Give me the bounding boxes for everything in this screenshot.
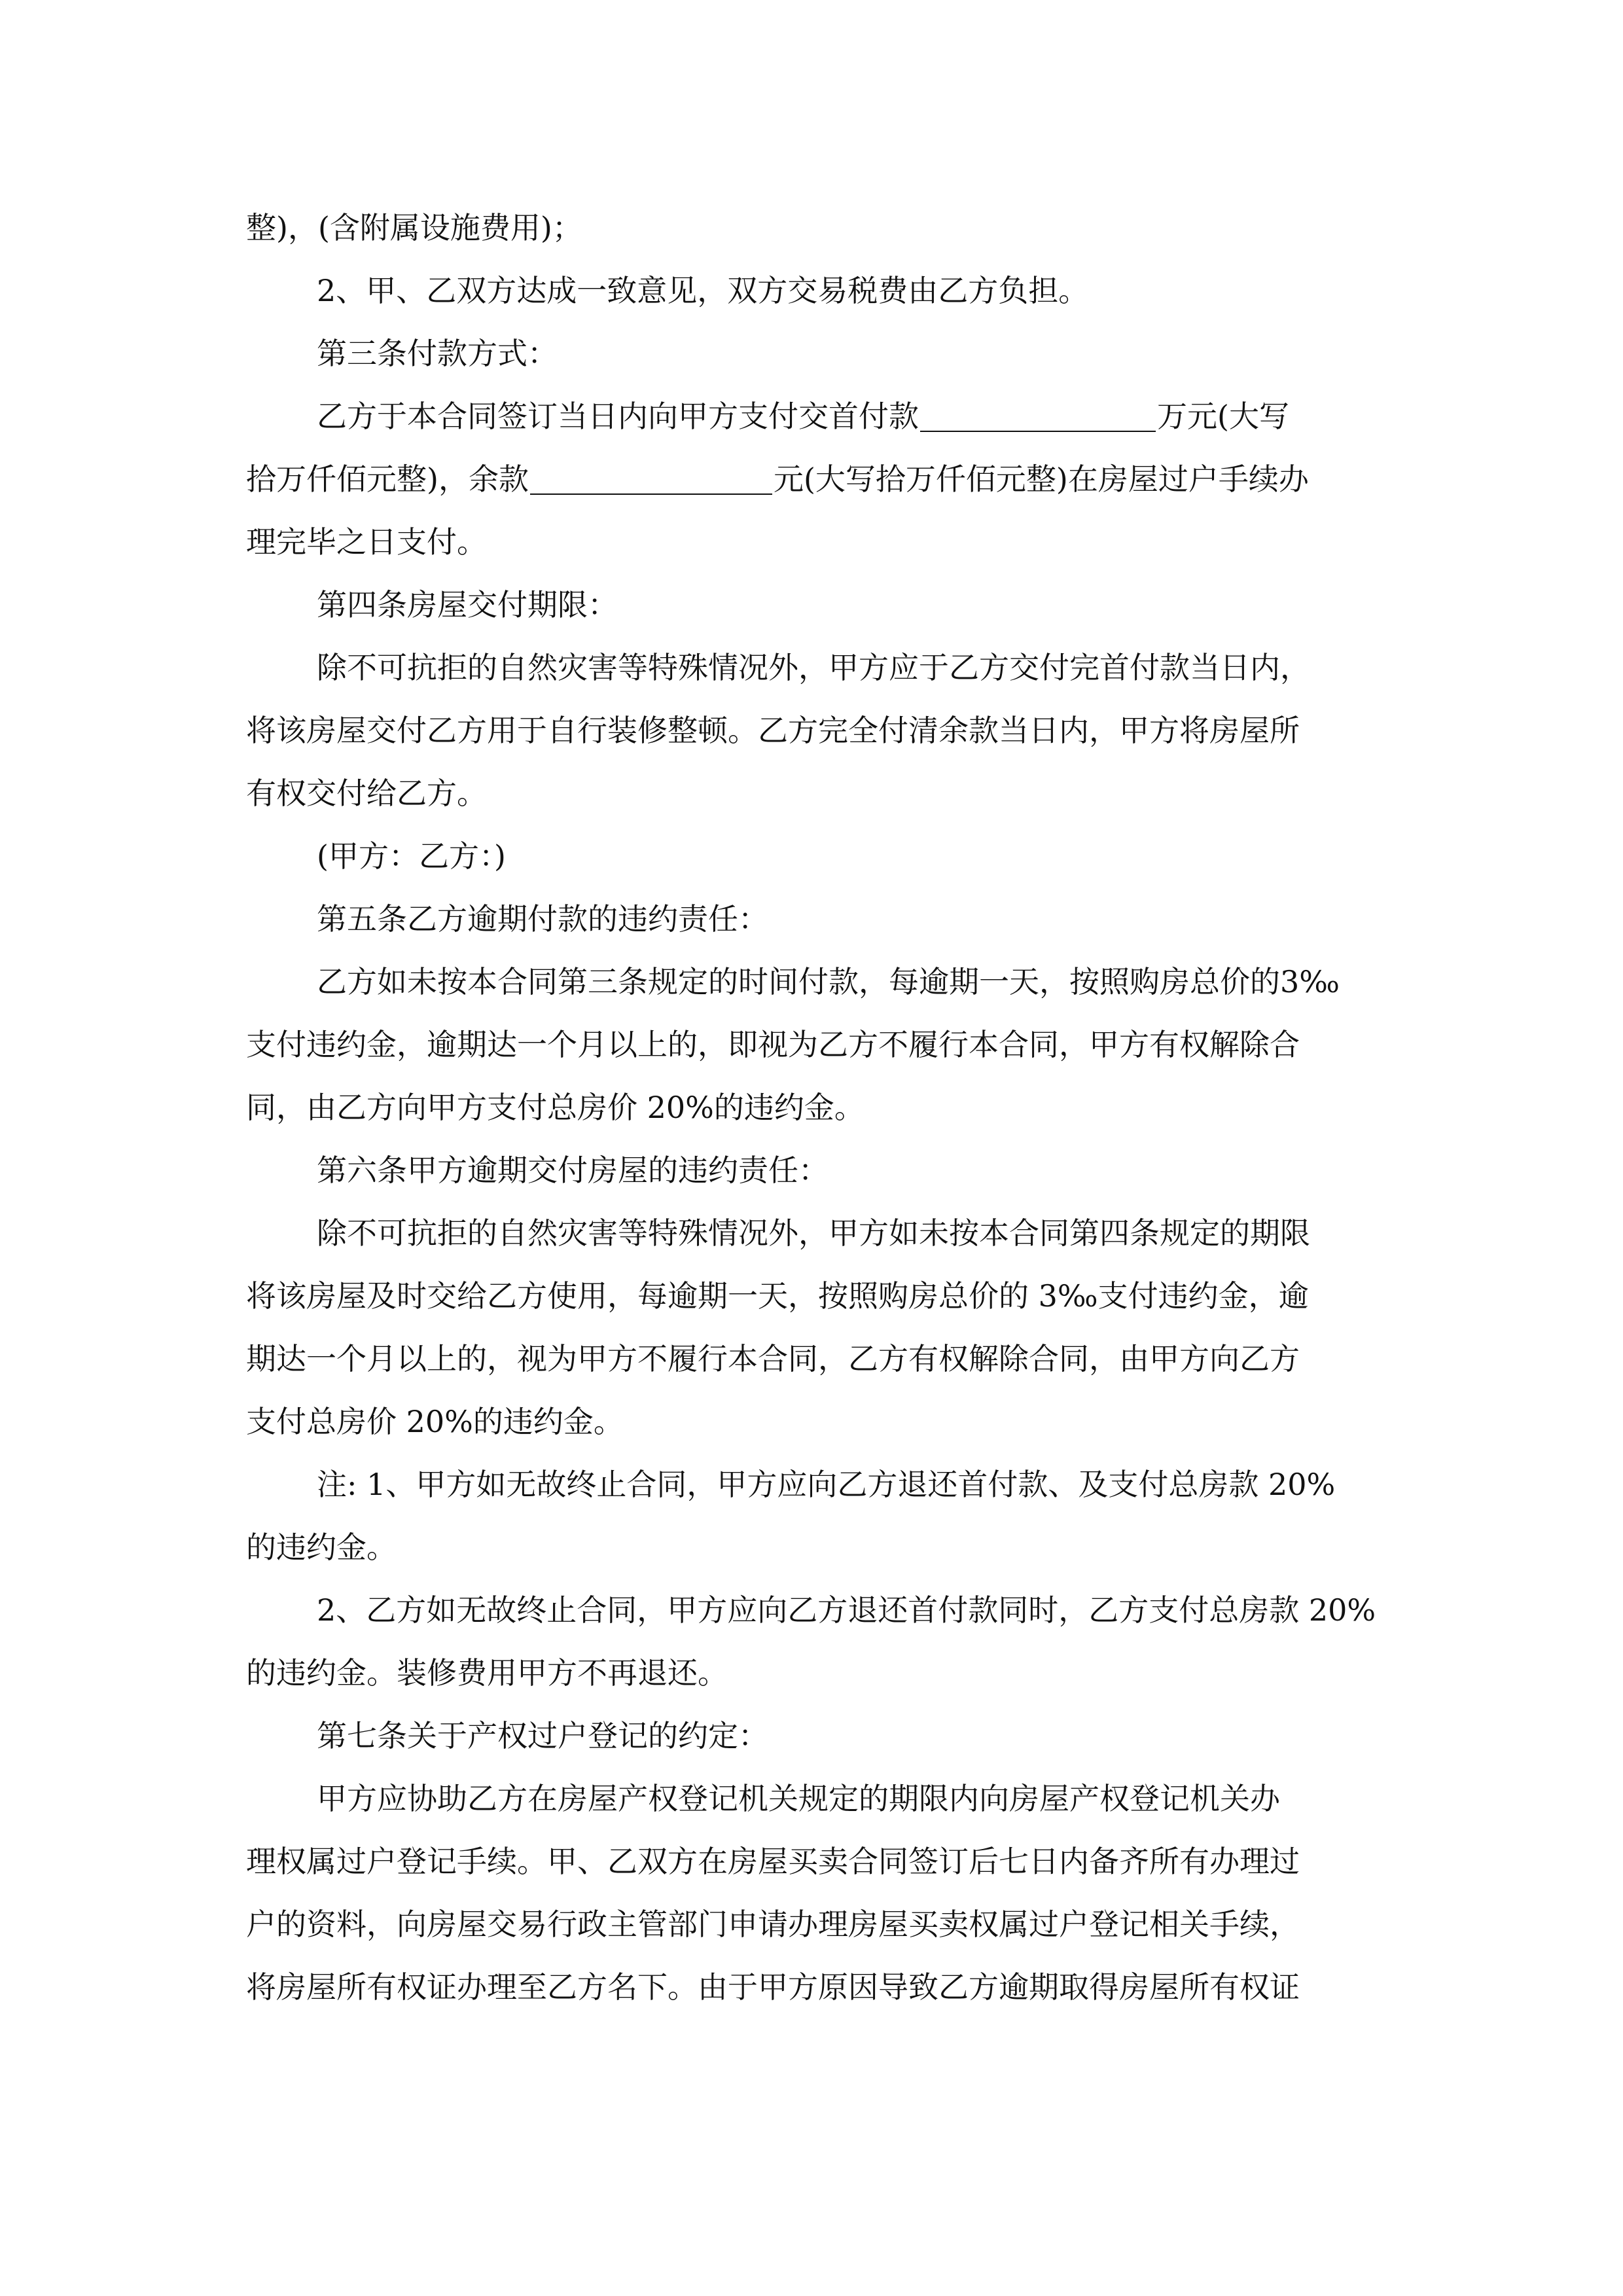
paragraph-line: 期达一个月以上的，视为甲方不履行本合同，乙方有权解除合同，由甲方向乙方	[246, 1341, 1300, 1376]
line-text: 乙方于本合同签订当日内向甲方支付交首付款	[317, 399, 919, 434]
down-payment-blank	[920, 401, 1156, 432]
note-line: 注: 1、甲方如无故终止合同，甲方应向乙方退还首付款、及支付总房款 20%	[317, 1467, 1336, 1502]
paragraph-line	[246, 448, 1376, 511]
paragraph-line: 的违约金。装修费用甲方不再退还。	[246, 1655, 728, 1691]
paragraph-line: 的违约金。	[246, 1530, 397, 1565]
paragraph-line: 理完毕之日支付。	[246, 524, 487, 560]
paragraph-line: 理权属过户登记手续。甲、乙双方在房屋买卖合同签订后七日内备齐所有办理过	[246, 1844, 1300, 1879]
paragraph-line: 将房屋所有权证办理至乙方名下。由于甲方原因导致乙方逾期取得房屋所有权证	[246, 1969, 1300, 2005]
note-line: 2、乙方如无故终止合同，甲方应向乙方退还首付款同时，乙方支付总房款 20%	[317, 1592, 1376, 1628]
paragraph-line: 乙方如未按本合同第三条规定的时间付款，每逾期一天，按照购房总价的3‰	[317, 964, 1340, 999]
paragraph-line: 支付违约金，逾期达一个月以上的，即视为乙方不履行本合同，甲方有权解除合	[246, 1027, 1300, 1062]
contract-text	[246, 196, 1376, 2018]
paragraph-line: 户的资料，向房屋交易行政主管部门申请办理房屋买卖权属过户登记相关手续，	[246, 1907, 1300, 1942]
section-heading: 第七条关于产权过户登记的约定：	[317, 1718, 768, 1753]
paragraph-line: 支付总房价 20%的违约金。	[246, 1404, 624, 1439]
paragraph-line: 除不可抗拒的自然灾害等特殊情况外，甲方应于乙方交付完首付款当日内，	[317, 650, 1310, 685]
line-text: 元(大写拾万仟佰元整)在房屋过户手续办	[773, 461, 1309, 497]
section-heading: 第五条乙方逾期付款的违约责任：	[317, 901, 768, 937]
line-text: 万元(大写	[1157, 399, 1289, 434]
signature-line: (甲方：乙方：)	[317, 838, 506, 874]
section-heading: 第三条付款方式：	[317, 336, 558, 371]
section-heading: 第六条甲方逾期交付房屋的违约责任：	[317, 1153, 829, 1188]
paragraph-line: 甲方应协助乙方在房屋产权登记机关规定的期限内向房屋产权登记机关办	[317, 1781, 1280, 1816]
line-text: 拾万仟佰元整)，余款	[246, 461, 529, 497]
paragraph-line: 2、甲、乙双方达成一致意见，双方交易税费由乙方负担。	[317, 273, 1089, 308]
paragraph-line: 同，由乙方向甲方支付总房价 20%的违约金。	[246, 1090, 865, 1125]
balance-blank	[530, 463, 772, 495]
paragraph-line	[246, 385, 1376, 448]
paragraph-line: 将该房屋及时交给乙方使用，每逾期一天，按照购房总价的 3‰支付违约金，逾	[246, 1278, 1309, 1314]
paragraph-line: 整)，(含附属设施费用)；	[246, 210, 582, 245]
section-heading: 第四条房屋交付期限：	[317, 587, 618, 622]
paragraph-line: 除不可抗拒的自然灾害等特殊情况外，甲方如未按本合同第四条规定的期限	[317, 1215, 1310, 1251]
paragraph-line: 将该房屋交付乙方用于自行装修整顿。乙方完全付清余款当日内，甲方将房屋所	[246, 713, 1300, 748]
paragraph-line: 有权交付给乙方。	[246, 776, 487, 811]
